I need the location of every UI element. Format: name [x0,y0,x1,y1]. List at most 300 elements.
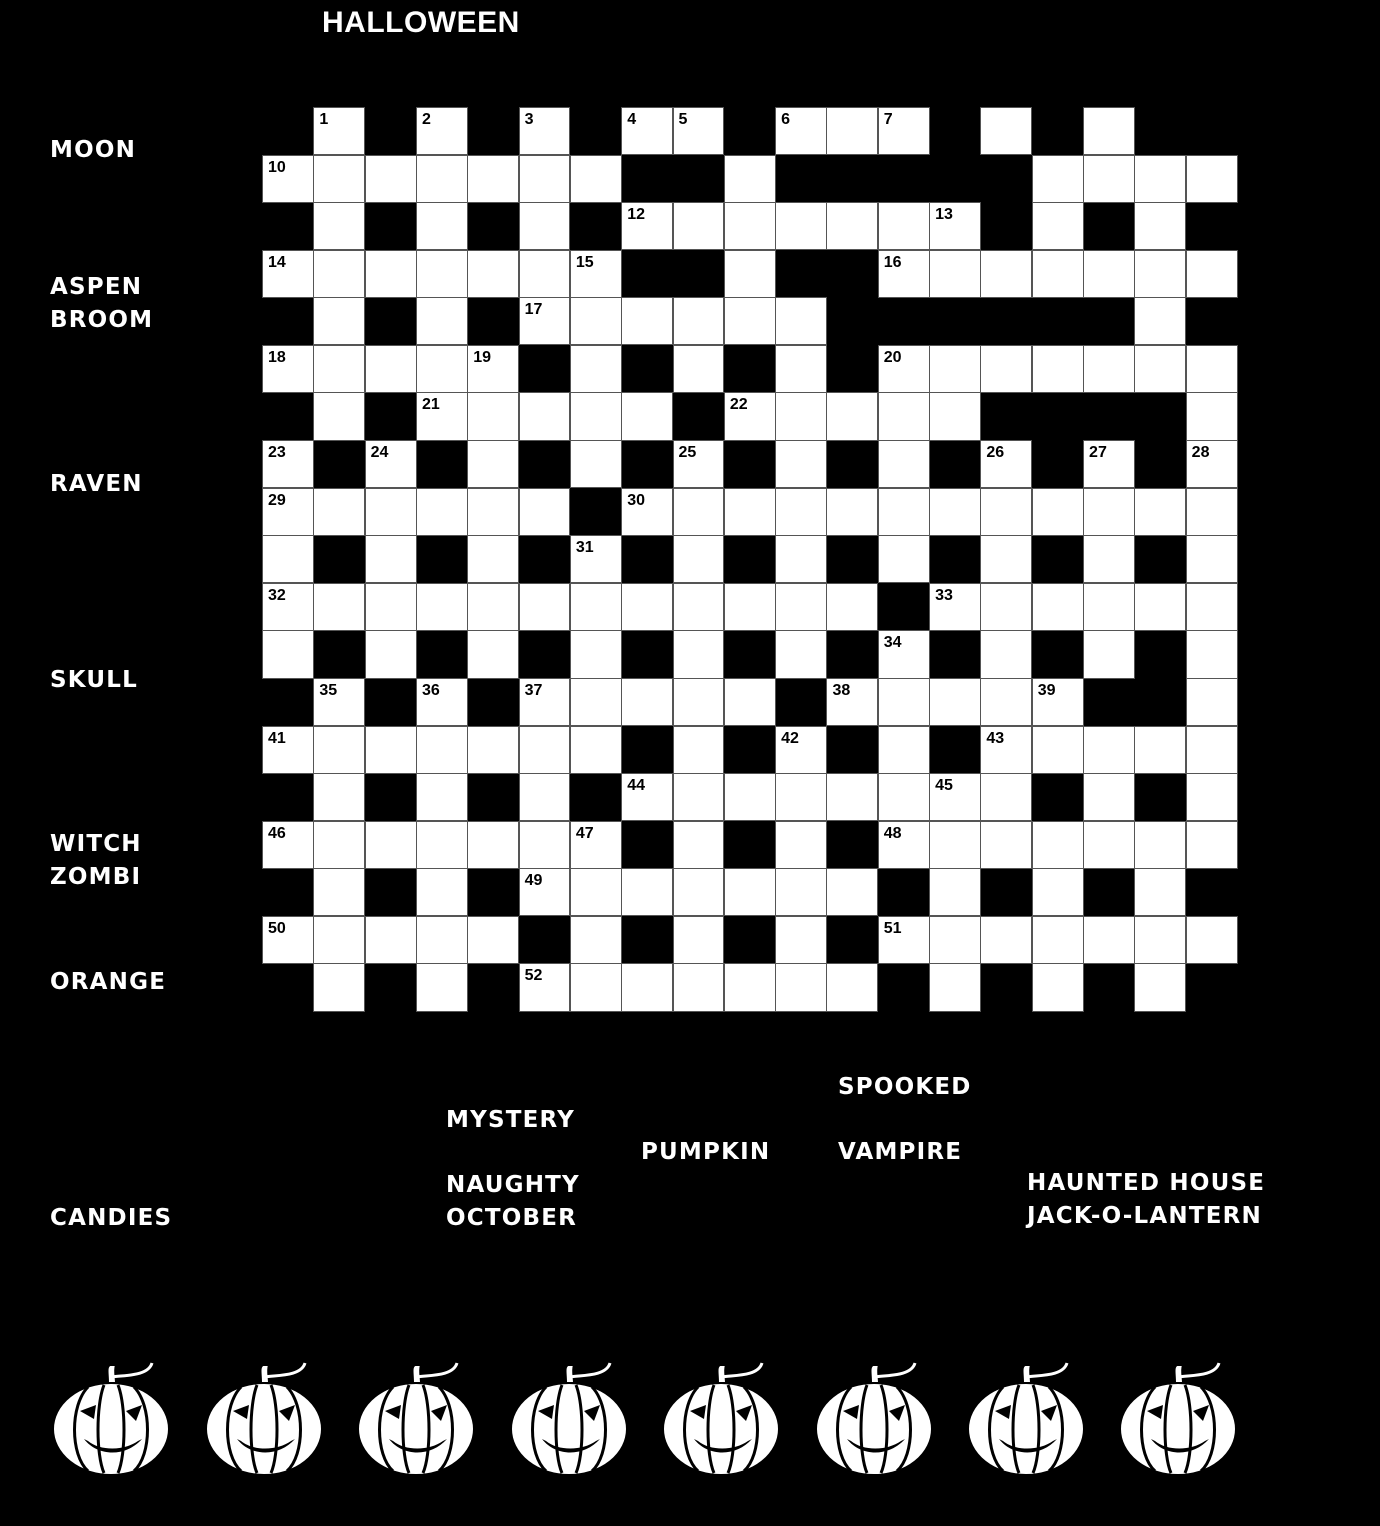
grid-cell[interactable] [878,726,930,774]
grid-cell[interactable] [929,916,981,964]
clue-number: 19 [473,348,492,366]
grid-cell[interactable] [878,392,930,440]
grid-cell[interactable] [416,345,468,393]
grid-cell[interactable] [467,916,519,964]
word-aspen: ASPEN [50,274,143,300]
grid-cell[interactable] [724,488,776,536]
grid-cell[interactable] [980,630,1032,678]
grid-cell[interactable] [1083,107,1135,155]
grid-cell[interactable] [878,202,930,250]
grid-cell[interactable] [570,583,622,631]
grid-cell[interactable] [826,392,878,440]
clue-number: 14 [268,253,286,271]
grid-cell[interactable] [929,868,981,916]
grid-cell[interactable] [570,868,622,916]
clue-number: 4 [627,111,637,128]
grid-cell[interactable] [416,250,468,298]
grid-cell[interactable] [980,535,1032,583]
grid-cell[interactable] [673,583,725,631]
grid-cell[interactable] [673,678,725,726]
jack-o-lantern-icon [660,1355,782,1479]
grid-cell[interactable] [1083,773,1135,821]
grid-cell[interactable] [621,773,673,821]
grid-cell[interactable] [1083,440,1135,488]
clue-number: 6 [781,111,791,128]
grid-cell[interactable] [673,630,725,678]
grid-cell[interactable] [1083,726,1135,774]
grid-cell[interactable] [1083,583,1135,631]
grid-cell[interactable] [673,297,725,345]
grid-cell[interactable] [519,963,571,1011]
grid-cell[interactable] [673,488,725,536]
grid-cell[interactable] [570,535,622,583]
grid-cell[interactable] [365,488,417,536]
grid-cell[interactable] [621,868,673,916]
grid-cell[interactable] [1186,155,1238,203]
grid-cell[interactable] [519,488,571,536]
grid-cell[interactable] [262,155,314,203]
grid-cell[interactable] [467,392,519,440]
grid-cell[interactable] [980,488,1032,536]
grid-cell[interactable] [1083,155,1135,203]
grid-cell[interactable] [1186,488,1238,536]
grid-cell[interactable] [467,250,519,298]
grid-cell[interactable] [878,535,930,583]
grid-cell[interactable] [313,773,365,821]
word-broom: BROOM [50,307,154,333]
grid-cell[interactable] [262,535,314,583]
grid-cell[interactable] [365,345,417,393]
grid-cell[interactable] [262,440,314,488]
clue-number: 44 [627,777,645,795]
grid-cell[interactable] [570,821,622,869]
grid-cell[interactable] [313,250,365,298]
grid-cell[interactable] [313,488,365,536]
grid-cell[interactable] [1032,963,1084,1011]
clue-number: 36 [421,681,440,699]
grid-cell[interactable] [467,821,519,869]
grid-cell[interactable] [1186,630,1238,678]
grid-cell[interactable] [878,678,930,726]
grid-cell[interactable] [262,821,314,869]
grid-cell[interactable] [416,963,468,1011]
grid-cell[interactable] [1032,678,1084,726]
grid-cell[interactable] [775,202,827,250]
grid-cell[interactable] [775,726,827,774]
grid-cell[interactable] [775,392,827,440]
grid-cell[interactable] [1186,392,1238,440]
grid-cell[interactable] [621,963,673,1011]
grid-cell[interactable] [775,868,827,916]
grid-cell[interactable] [1134,345,1186,393]
jack-o-lantern-icon [965,1355,1087,1479]
grid-cell[interactable] [467,726,519,774]
grid-cell[interactable] [467,630,519,678]
grid-cell[interactable] [1032,821,1084,869]
grid-cell[interactable] [1134,202,1186,250]
word-vampire: VAMPIRE [838,1139,963,1165]
grid-cell[interactable] [365,535,417,583]
word-haunted-house: HAUNTED HOUSE [1027,1170,1266,1196]
grid-cell[interactable] [262,726,314,774]
clue-number: 43 [986,729,1005,747]
word-candies: CANDIES [50,1205,173,1231]
grid-cell[interactable] [416,821,468,869]
grid-cell[interactable] [313,583,365,631]
grid-cell[interactable] [621,297,673,345]
grid-cell[interactable] [621,107,673,155]
clue-number: 38 [832,681,851,699]
grid-cell[interactable] [775,440,827,488]
clue-number: 22 [729,396,748,414]
grid-cell[interactable] [519,678,571,726]
grid-cell[interactable] [313,821,365,869]
grid-cell[interactable] [980,107,1032,155]
jack-o-lantern-icon [50,1355,172,1479]
grid-cell[interactable] [313,107,365,155]
grid-cell[interactable] [416,155,468,203]
grid-cell[interactable] [570,963,622,1011]
word-orange: ORANGE [50,969,167,995]
grid-cell[interactable] [365,630,417,678]
clue-number: 47 [575,824,594,842]
grid-cell[interactable] [1186,535,1238,583]
grid-cell[interactable] [313,916,365,964]
grid-cell[interactable] [1186,678,1238,726]
clue-number: 21 [421,396,440,414]
grid-cell[interactable] [1186,345,1238,393]
grid-cell[interactable] [878,440,930,488]
grid-cell[interactable] [416,583,468,631]
grid-cell[interactable] [724,773,776,821]
grid-cell[interactable] [1032,583,1084,631]
grid-cell[interactable] [929,202,981,250]
grid-cell[interactable] [1083,821,1135,869]
grid-cell[interactable] [929,963,981,1011]
grid-cell[interactable] [724,202,776,250]
word-naughty: NAUGHTY [446,1172,580,1198]
grid-cell[interactable] [980,440,1032,488]
grid-cell[interactable] [467,345,519,393]
clue-number: 10 [268,158,286,176]
grid-cell[interactable] [262,916,314,964]
grid-cell[interactable] [570,155,622,203]
grid-cell[interactable] [878,345,930,393]
grid-cell[interactable] [467,583,519,631]
grid-cell[interactable] [775,107,827,155]
clue-number: 25 [678,444,697,462]
grid-cell[interactable] [673,916,725,964]
clue-number: 30 [627,491,645,509]
grid-cell[interactable] [878,250,930,298]
clue-number: 42 [781,729,799,747]
grid-cell[interactable] [826,963,878,1011]
clue-number: 34 [883,634,902,652]
grid-cell[interactable] [1032,202,1084,250]
grid-cell[interactable] [365,821,417,869]
grid-cell[interactable] [467,440,519,488]
grid-cell[interactable] [929,488,981,536]
grid-cell[interactable] [1134,488,1186,536]
grid-cell[interactable] [878,107,930,155]
clue-number: 23 [268,444,286,462]
grid-cell[interactable] [621,202,673,250]
grid-cell[interactable] [980,726,1032,774]
grid-cell[interactable] [980,821,1032,869]
grid-cell[interactable] [416,678,468,726]
jack-o-lantern-icon [203,1355,325,1479]
word-raven: RAVEN [50,471,143,497]
puzzle-title: HALLOWEEN [322,6,520,39]
jack-o-lantern-icon [508,1355,630,1479]
grid-cell[interactable] [775,773,827,821]
word-october: OCTOBER [446,1205,578,1231]
grid-cell[interactable] [262,345,314,393]
grid-cell[interactable] [1032,868,1084,916]
grid-cell[interactable] [826,678,878,726]
grid-cell[interactable] [673,202,725,250]
grid-cell[interactable] [365,916,417,964]
grid-cell[interactable] [467,155,519,203]
grid-cell[interactable] [262,488,314,536]
grid-cell[interactable] [1134,155,1186,203]
grid-cell[interactable] [416,726,468,774]
clue-number: 3 [524,111,534,128]
grid-cell[interactable] [929,250,981,298]
grid-cell[interactable] [519,155,571,203]
grid-cell[interactable] [929,678,981,726]
grid-cell[interactable] [673,868,725,916]
grid-cell[interactable] [313,868,365,916]
clue-number: 20 [883,348,902,366]
grid-cell[interactable] [1083,630,1135,678]
grid-cell[interactable] [570,392,622,440]
grid-cell[interactable] [878,821,930,869]
word-witch: WITCH [50,831,142,857]
grid-cell[interactable] [570,250,622,298]
grid-cell[interactable] [570,440,622,488]
grid-cell[interactable] [416,916,468,964]
grid-cell[interactable] [416,297,468,345]
grid-cell[interactable] [673,726,725,774]
grid-cell[interactable] [519,107,571,155]
grid-cell[interactable] [1134,583,1186,631]
grid-cell[interactable] [1186,440,1238,488]
clue-number: 16 [883,253,902,271]
grid-cell[interactable] [878,488,930,536]
grid-cell[interactable] [570,726,622,774]
grid-cell[interactable] [673,773,725,821]
grid-cell[interactable] [826,488,878,536]
grid-cell[interactable] [1186,583,1238,631]
grid-cell[interactable] [1186,726,1238,774]
grid-cell[interactable] [519,821,571,869]
grid-cell[interactable] [365,155,417,203]
grid-cell[interactable] [878,773,930,821]
grid-cell[interactable] [519,773,571,821]
grid-cell[interactable] [262,630,314,678]
grid-cell[interactable] [826,773,878,821]
grid-cell[interactable] [1134,821,1186,869]
grid-cell[interactable] [775,297,827,345]
jack-o-lantern-icon [1117,1355,1239,1479]
grid-cell[interactable] [313,202,365,250]
grid-cell[interactable] [1134,726,1186,774]
grid-cell[interactable] [1186,250,1238,298]
grid-cell[interactable] [621,583,673,631]
grid-cell[interactable] [724,250,776,298]
grid-cell[interactable] [621,678,673,726]
grid-cell[interactable] [519,297,571,345]
grid-cell[interactable] [775,821,827,869]
grid-cell[interactable] [980,250,1032,298]
grid-cell[interactable] [621,488,673,536]
grid-cell[interactable] [1134,297,1186,345]
word-zombi: ZOMBI [50,864,142,890]
grid-cell[interactable] [519,202,571,250]
grid-cell[interactable] [365,440,417,488]
grid-cell[interactable] [1032,726,1084,774]
grid-cell[interactable] [313,392,365,440]
grid-cell[interactable] [570,345,622,393]
grid-cell[interactable] [519,392,571,440]
grid-cell[interactable] [673,963,725,1011]
grid-cell[interactable] [570,678,622,726]
grid-cell[interactable] [775,488,827,536]
grid-cell[interactable] [313,297,365,345]
grid-cell[interactable] [1186,773,1238,821]
grid-cell[interactable] [724,155,776,203]
grid-cell[interactable] [313,345,365,393]
grid-cell[interactable] [621,392,673,440]
grid-cell[interactable] [1134,250,1186,298]
grid-cell[interactable] [416,202,468,250]
grid-cell[interactable] [1032,488,1084,536]
grid-cell[interactable] [1083,345,1135,393]
clue-number: 45 [935,777,953,795]
grid-cell[interactable] [1083,916,1135,964]
grid-cell[interactable] [1134,916,1186,964]
grid-cell[interactable] [980,583,1032,631]
grid-cell[interactable] [929,773,981,821]
grid-cell[interactable] [1134,963,1186,1011]
clue-number: 26 [986,444,1005,462]
clue-number: 24 [370,444,389,462]
grid-cell[interactable] [724,678,776,726]
grid-cell[interactable] [1032,155,1084,203]
grid-cell[interactable] [775,535,827,583]
grid-cell[interactable] [262,583,314,631]
clue-number: 35 [319,681,338,699]
clue-number: 2 [421,111,431,128]
grid-cell[interactable] [262,250,314,298]
grid-cell[interactable] [775,583,827,631]
grid-cell[interactable] [313,678,365,726]
grid-cell[interactable] [1186,821,1238,869]
grid-cell[interactable] [826,583,878,631]
grid-cell[interactable] [775,630,827,678]
grid-cell[interactable] [1032,916,1084,964]
grid-cell[interactable] [365,250,417,298]
grid-cell[interactable] [929,392,981,440]
grid-cell[interactable] [313,963,365,1011]
grid-cell[interactable] [519,250,571,298]
grid-cell[interactable] [724,297,776,345]
grid-cell[interactable] [365,583,417,631]
grid-cell[interactable] [1083,488,1135,536]
grid-cell[interactable] [313,155,365,203]
grid-cell[interactable] [878,630,930,678]
grid-cell[interactable] [673,821,725,869]
clue-number: 50 [268,919,286,937]
grid-cell[interactable] [1083,250,1135,298]
grid-cell[interactable] [724,392,776,440]
grid-cell[interactable] [519,726,571,774]
grid-cell[interactable] [570,630,622,678]
clue-number: 41 [268,729,286,747]
grid-cell[interactable] [673,107,725,155]
grid-cell[interactable] [673,535,725,583]
grid-cell[interactable] [775,345,827,393]
grid-cell[interactable] [365,726,417,774]
grid-cell[interactable] [724,583,776,631]
word-pumpkin: PUMPKIN [641,1139,771,1165]
grid-cell[interactable] [519,868,571,916]
grid-cell[interactable] [980,678,1032,726]
grid-cell[interactable] [416,488,468,536]
grid-cell[interactable] [416,773,468,821]
clue-number: 33 [935,586,953,604]
clue-number: 5 [678,111,688,128]
grid-cell[interactable] [775,916,827,964]
grid-cell[interactable] [929,821,981,869]
grid-cell[interactable] [980,916,1032,964]
grid-cell[interactable] [467,488,519,536]
grid-cell[interactable] [1134,868,1186,916]
grid-cell[interactable] [1186,916,1238,964]
grid-cell[interactable] [1083,535,1135,583]
grid-cell[interactable] [980,345,1032,393]
grid-cell[interactable] [1032,345,1084,393]
grid-cell[interactable] [775,963,827,1011]
grid-cell[interactable] [826,202,878,250]
clue-number: 17 [524,301,543,319]
clue-number: 51 [883,919,902,937]
grid-cell[interactable] [826,107,878,155]
clue-number: 15 [575,253,594,271]
grid-cell[interactable] [313,726,365,774]
grid-cell[interactable] [416,868,468,916]
grid-cell[interactable] [519,583,571,631]
grid-cell[interactable] [929,583,981,631]
grid-cell[interactable] [980,773,1032,821]
clue-number: 13 [935,206,953,224]
grid-cell[interactable] [673,440,725,488]
grid-cell[interactable] [467,535,519,583]
grid-cell[interactable] [724,868,776,916]
grid-cell[interactable] [570,916,622,964]
grid-cell[interactable] [673,345,725,393]
grid-cell[interactable] [826,868,878,916]
grid-cell[interactable] [416,107,468,155]
grid-cell[interactable] [416,392,468,440]
grid-cell[interactable] [1032,250,1084,298]
grid-cell[interactable] [724,963,776,1011]
grid-cell[interactable] [878,916,930,964]
grid-cell[interactable] [929,345,981,393]
grid-cell[interactable] [570,297,622,345]
clue-number: 48 [883,824,902,842]
